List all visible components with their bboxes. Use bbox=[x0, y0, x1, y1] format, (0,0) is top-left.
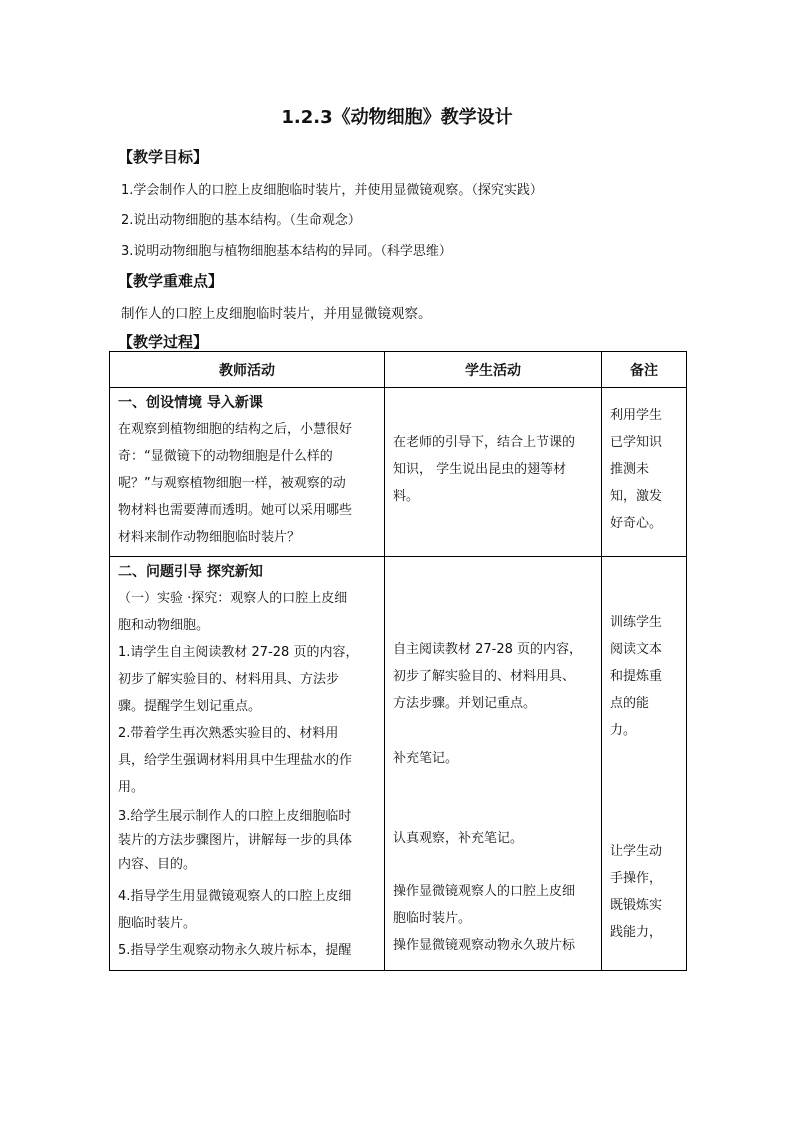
row1-note-line: 利用学生 bbox=[610, 408, 663, 423]
row1-teacher-line: 呢？”与观察植物细胞一样，被观察的动 bbox=[118, 476, 346, 491]
row2-teacher-line: 内容、目的。 bbox=[118, 857, 197, 872]
key-points-text: 制作人的口腔上皮细胞临时装片，并用显微镜观察。 bbox=[121, 306, 432, 322]
row1-student-line: 料。 bbox=[393, 489, 420, 504]
objective-item-2: 2.说出动物细胞的基本结构。（生命观念） bbox=[121, 213, 361, 228]
column-header-student: 学生活动 bbox=[385, 352, 602, 388]
row2-teacher-line: 初步了解实验目的、材料用具、方法步 bbox=[118, 672, 340, 687]
row2-note-line: 和提炼重 bbox=[610, 669, 663, 684]
row2-student-line: 方法步骤。并划记重点。 bbox=[393, 696, 537, 711]
row2-teacher-line: 胞临时装片。 bbox=[118, 916, 197, 931]
process-table bbox=[109, 351, 687, 971]
row1-note-line: 推测未 bbox=[610, 462, 650, 477]
row1-teacher-line: 物材料也需要薄而透明。她可以采用哪些 bbox=[118, 503, 353, 518]
teacher-cell-row2 bbox=[110, 557, 385, 971]
row2-student-line: 初步了解实验目的、材料用具、 bbox=[393, 669, 576, 684]
column-header-note: 备注 bbox=[602, 352, 687, 388]
row2-teacher-line: 3.给学生展示制作人的口腔上皮细胞临时 bbox=[118, 809, 352, 824]
row2-note-line: 践能力， bbox=[610, 925, 663, 940]
teacher-cell-row1 bbox=[110, 388, 385, 557]
column-header-teacher: 教师活动 bbox=[110, 352, 385, 388]
row2-teacher-line: （一）实验 ·探究：观察人的口腔上皮细 bbox=[118, 591, 348, 606]
row2-note-line: 阅读文本 bbox=[610, 642, 663, 657]
document-title: 1.2.3《动物细胞》教学设计 bbox=[281, 107, 513, 128]
process-heading: 【教学过程】 bbox=[118, 333, 209, 351]
row2-student-line: 操作显微镜观察动物永久玻片标 bbox=[393, 938, 576, 953]
student-cell-row2 bbox=[385, 557, 602, 971]
row1-note-line: 知，激发 bbox=[610, 489, 663, 504]
row2-student-line: 胞临时装片。 bbox=[393, 911, 472, 926]
row2-student-line: 自主阅读教材 27-28 页的内容， bbox=[393, 642, 583, 657]
row2-teacher-line: 装片的方法步骤图片，讲解每一步的具体 bbox=[118, 833, 353, 848]
row1-student-line: 知识， 学生说出昆虫的翅等材 bbox=[393, 462, 567, 477]
table-row bbox=[110, 557, 687, 971]
row2-note-line: 点的能 bbox=[610, 696, 650, 711]
row2-student-line: 补充笔记。 bbox=[393, 751, 459, 766]
row1-teacher-line: 材料来制作动物细胞临时装片？ bbox=[118, 530, 301, 545]
row2-student-line: 认真观察，补充笔记。 bbox=[393, 831, 524, 846]
row1-heading: 一、创设情境 导入新课 bbox=[118, 395, 263, 411]
row1-note-line: 已学知识 bbox=[610, 435, 663, 450]
row2-teacher-line: 2.带着学生再次熟悉实验目的、材料用 bbox=[118, 726, 339, 741]
row1-student-line: 在老师的引导下，结合上节课的 bbox=[393, 435, 576, 450]
row2-teacher-line: 5.指导学生观察动物永久玻片标本，提醒 bbox=[118, 943, 352, 958]
row1-teacher-line: 奇：“显微镜下的动物细胞是什么样的 bbox=[118, 449, 333, 464]
objective-item-1: 1.学会制作人的口腔上皮细胞临时装片，并使用显微镜观察。（探究实践） bbox=[121, 183, 543, 198]
row2-teacher-line: 1.请学生自主阅读教材 27-28 页的内容， bbox=[118, 645, 359, 660]
row1-teacher-line: 在观察到植物细胞的结构之后，小慧很好 bbox=[118, 422, 353, 437]
row2-teacher-line: 具，给学生强调材料用具中生理盐水的作 bbox=[118, 753, 353, 768]
row2-note-line: 力。 bbox=[610, 723, 637, 738]
row2-note-line: 既锻炼实 bbox=[610, 898, 663, 913]
row2-student-line: 操作显微镜观察人的口腔上皮细 bbox=[393, 884, 576, 899]
table-row bbox=[110, 388, 687, 557]
key-points-heading: 【教学重难点】 bbox=[118, 272, 224, 290]
note-cell-row1 bbox=[602, 388, 687, 557]
row2-note-line: 让学生动 bbox=[610, 844, 663, 859]
row2-teacher-line: 胞和动物细胞。 bbox=[118, 618, 210, 633]
row2-note-line: 手操作， bbox=[610, 871, 663, 886]
note-cell-row2 bbox=[602, 557, 687, 971]
row2-teacher-line: 骤。提醒学生划记重点。 bbox=[118, 699, 262, 714]
row1-note-line: 好奇心。 bbox=[610, 516, 663, 531]
row2-teacher-line: 4.指导学生用显微镜观察人的口腔上皮细 bbox=[118, 889, 352, 904]
student-cell-row1 bbox=[385, 388, 602, 557]
objectives-heading: 【教学目标】 bbox=[118, 148, 209, 166]
row2-teacher-line: 用。 bbox=[118, 780, 145, 795]
objective-item-3: 3.说明动物细胞与植物细胞基本结构的异同。（科学思维） bbox=[121, 244, 452, 259]
row2-note-line: 训练学生 bbox=[610, 615, 663, 630]
row2-heading: 二、问题引导 探究新知 bbox=[118, 564, 263, 580]
table-header-row bbox=[110, 352, 687, 388]
